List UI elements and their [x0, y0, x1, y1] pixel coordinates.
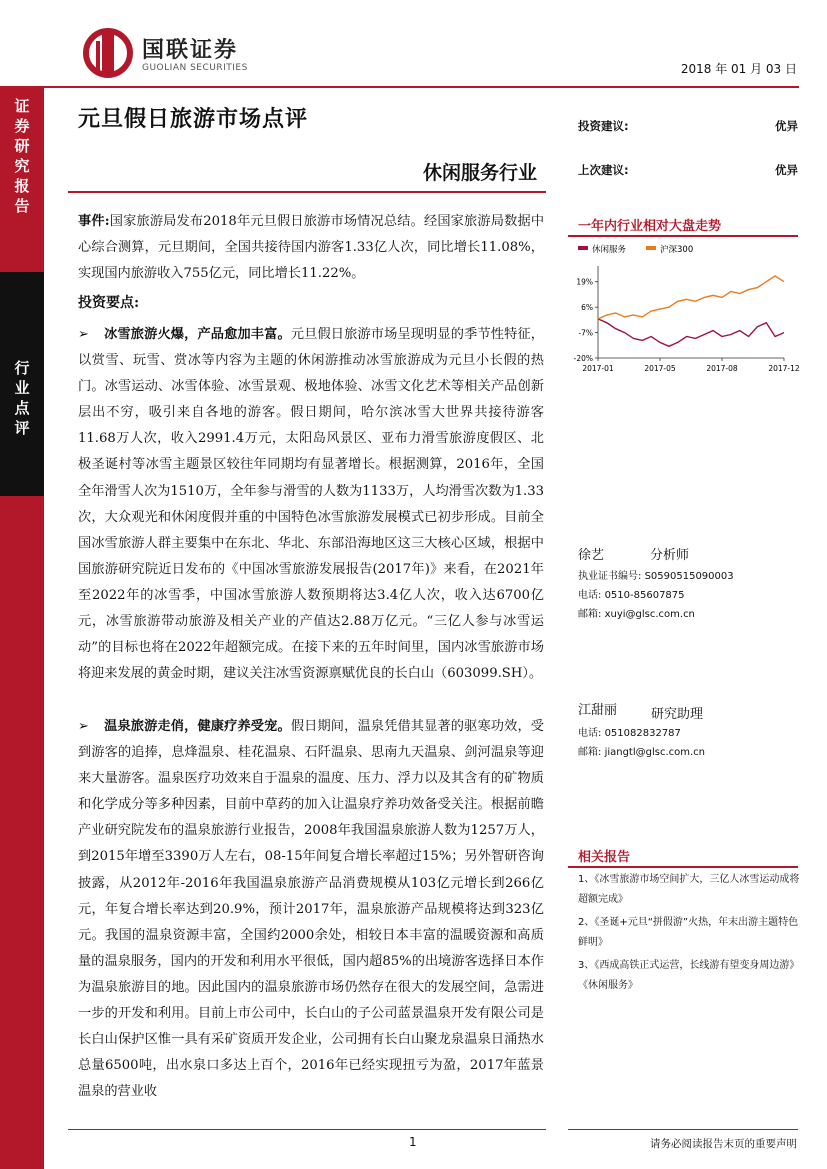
rating-previous-label: 上次建议: — [578, 163, 629, 177]
footer-rule-left — [68, 1129, 546, 1130]
title-rule — [68, 191, 546, 193]
analyst-2-email[interactable]: jiangtl@glsc.com.cn — [604, 747, 706, 758]
key-point-2-text: 假日期间，温泉凭借其显著的驱寒功效，受到游客的追捧，息烽温泉、桂花温泉、石阡温泉、思南九天温泉、剑河温泉等迎来大量游客。温泉医疗功效来自于温泉的温度、压力、浮力以及其含有的矿物质和化学成分等多种因素，目前中草药的加入让温泉疗养功效备受关注。根据前瞻产业研究院发布的温泉旅游行业报告，2008年我国温泉旅游人数为1257万人，到2015年增至3390万人左右，08-15年间复合增长率超过15%；另外智研咨询披露，从2012年-2016年我国温泉旅游产品消费规模从103亿元增长到266亿元，年复合增长率达到20.9%，预计2017年，温泉旅游产品规模将达到323亿元。我国的温泉资源丰富，全国约2000余处，相较日本丰富的温暖资源和高质量的温泉服务，国内的开发和利用水平很低，国内超85%的出境游客选择日本作为温泉旅游目的地。因此国内的温泉旅游市场仍然存在很大的发展空间，急需进一步的开发和利用。目前上市公司中，长白山的子公司蓝景温泉开发有限公司是长白山保护区惟一具有采矿资质开发企业，公司拥有长白山聚龙泉温泉日涌热水总量6500吨，出水泉口多达上百个，2016年已经实现扭亏为盈，2017年蓝景温泉的营业收 — [78, 719, 544, 1100]
analyst-2-title: 研究助理 — [651, 707, 704, 722]
chart-x-tick-label: 2017-05 — [644, 364, 676, 373]
header-rule — [44, 86, 799, 88]
chart-series-line-0 — [598, 319, 784, 346]
key-point-2 — [78, 714, 544, 1105]
rating-previous — [578, 162, 798, 178]
key-point-1-title: 冰雪旅游火爆，产品愈加丰富。 — [104, 327, 291, 342]
rating-previous-value: 优异 — [775, 163, 798, 177]
bullet-arrow-icon: ➢ — [78, 327, 90, 342]
legend-label-xiuxian: 休闲服务 — [592, 245, 627, 255]
bullet-arrow-icon: ➢ — [78, 719, 90, 734]
chart-y-tick-label: 6% — [581, 303, 593, 313]
legend-swatch-xiuxian — [578, 246, 588, 250]
rating-current-label: 投资建议: — [578, 119, 629, 133]
report-title: 元旦假日旅游市场点评 — [78, 106, 309, 132]
analyst-1-email[interactable]: xuyi@glsc.com.cn — [604, 609, 695, 620]
analyst-1-title: 分析师 — [650, 548, 690, 563]
sidebar-category-mid: 行业点评 — [14, 359, 30, 437]
related-report-2[interactable]: 2、《圣诞+元旦“拼假游”火热，年末出游主题特色鲜明》 — [578, 917, 799, 948]
chart-x-tick-label: 2017-12 — [768, 364, 800, 373]
related-report-1[interactable]: 1、《冰雪旅游市场空间扩大，三亿人冰雪运动成将超额完成》 — [578, 874, 800, 905]
analyst-1-cert-label: 执业证书编号: — [578, 571, 642, 582]
chart-x-tick-label: 2017-08 — [706, 364, 738, 373]
analyst-2-phone-label: 电话: — [578, 728, 602, 739]
chart-heading-rule — [568, 235, 798, 237]
analyst-2-phone: 051082832787 — [604, 728, 681, 739]
chart-heading: 一年内行业相对大盘走势 — [578, 219, 722, 234]
sidebar-category-top: 证券研究报告 — [14, 97, 30, 215]
rating-box — [578, 118, 798, 178]
trend-chart — [568, 240, 800, 378]
company-logo — [82, 27, 312, 79]
chart-series-line-1 — [598, 276, 784, 319]
analyst-2-name: 江甜丽 — [578, 703, 618, 718]
report-date: 2018 年 01 月 03 日 — [680, 62, 797, 76]
page-number: 1 — [409, 1135, 417, 1149]
key-point-1 — [78, 322, 544, 687]
legend-swatch-hs300 — [646, 246, 656, 250]
related-report-3[interactable]: 3、《西成高铁正式运营，长线游有望变身周边游》《休闲服务》 — [578, 960, 800, 991]
event-paragraph — [78, 209, 544, 287]
related-list — [578, 870, 800, 999]
analyst-1 — [578, 544, 798, 624]
chart-y-tick-label: 19% — [576, 277, 593, 287]
related-heading-rule — [568, 866, 798, 868]
rating-current-value: 优异 — [775, 119, 798, 133]
company-name-cn: 国联证券 — [142, 38, 239, 63]
logo-emblem-icon — [82, 27, 134, 79]
chart-y-tick-label: -20% — [573, 354, 593, 363]
sidebar — [0, 0, 44, 1169]
event-label: 事件: — [78, 214, 110, 229]
footer-disclaimer: 请务必阅读报告末页的重要声明 — [650, 1138, 797, 1150]
analyst-1-phone: 0510-85607875 — [604, 590, 685, 601]
analyst-1-name: 徐艺 — [578, 548, 605, 563]
footer-rule-right — [568, 1129, 798, 1130]
chart-y-tick-label: -7% — [578, 328, 593, 338]
analyst-1-cert: S0590515090003 — [644, 571, 734, 582]
event-text: 国家旅游局发布2018年元旦假日旅游市场情况总结。经国家旅游局数据中心综合测算，元旦期间，全国共接待国内游客1.33亿人次，同比增长11.08%，实现国内旅游收入755亿元，同比增长11.22%。 — [78, 214, 545, 282]
key-point-1-text: 元旦假日旅游市场呈现明显的季节性特征，以赏雪、玩雪、赏冰等内容为主题的休闲游推动冰雪旅游成为元旦小长假的热门。冰雪运动、冰雪体验、冰雪景观、极地体验、冰雪文化艺术等相关产品创新层出不穷，吸引来自各地的游客。假日期间，哈尔滨冰雪大世界共接待游客11.68万人次，收入2991.4万元，太阳岛风景区、亚布力滑雪旅游度假区、北极圣诞村等冰雪主题景区较往年同期均有显著增长。根据测算，2016年，全国全年滑雪人次为1510万，全年参与滑雪的人数为1133万，人均滑雪次数为1.33次，大众观光和休闲度假并重的中国特色冰雪旅游发展模式已初步形成。目前全国冰雪旅游人群主要集中在东北、华北、东部沿海地区这三大核心区域，根据中国旅游研究院近日发布的《中国冰雪旅游发展报告(2017年)》来看，在2021年至2022年的冰雪季，中国冰雪旅游人数预期将达3.4亿人次，收入达6700亿元，冰雪旅游带动旅游及相关产业的产值达2.88万亿元。“三亿人参与冰雪运动”的目标也将在2022年超额完成。在接下来的五年时间里，国内冰雪旅游市场将迎来发展的黄金时期，建议关注冰雪资源禀赋优良的长白山（603099.SH）。 — [78, 327, 544, 682]
analyst-1-email-label: 邮箱: — [578, 609, 602, 620]
chart-x-tick-label: 2017-01 — [582, 364, 614, 373]
legend-label-hs300: 沪深300 — [660, 245, 694, 255]
key-point-2-title: 温泉旅游走俏，健康疗养受宠。 — [104, 719, 291, 734]
analyst-2 — [578, 699, 798, 762]
sidebar-band-bottom — [0, 496, 44, 1169]
industry-name: 休闲服务行业 — [422, 162, 537, 184]
rating-current — [578, 118, 798, 134]
related-heading: 相关报告 — [578, 850, 631, 865]
key-points-heading: 投资要点: — [78, 295, 140, 311]
company-name-en: GUOLIAN SECURITIES — [142, 63, 248, 73]
analyst-2-email-label: 邮箱: — [578, 747, 602, 758]
analyst-1-phone-label: 电话: — [578, 590, 602, 601]
